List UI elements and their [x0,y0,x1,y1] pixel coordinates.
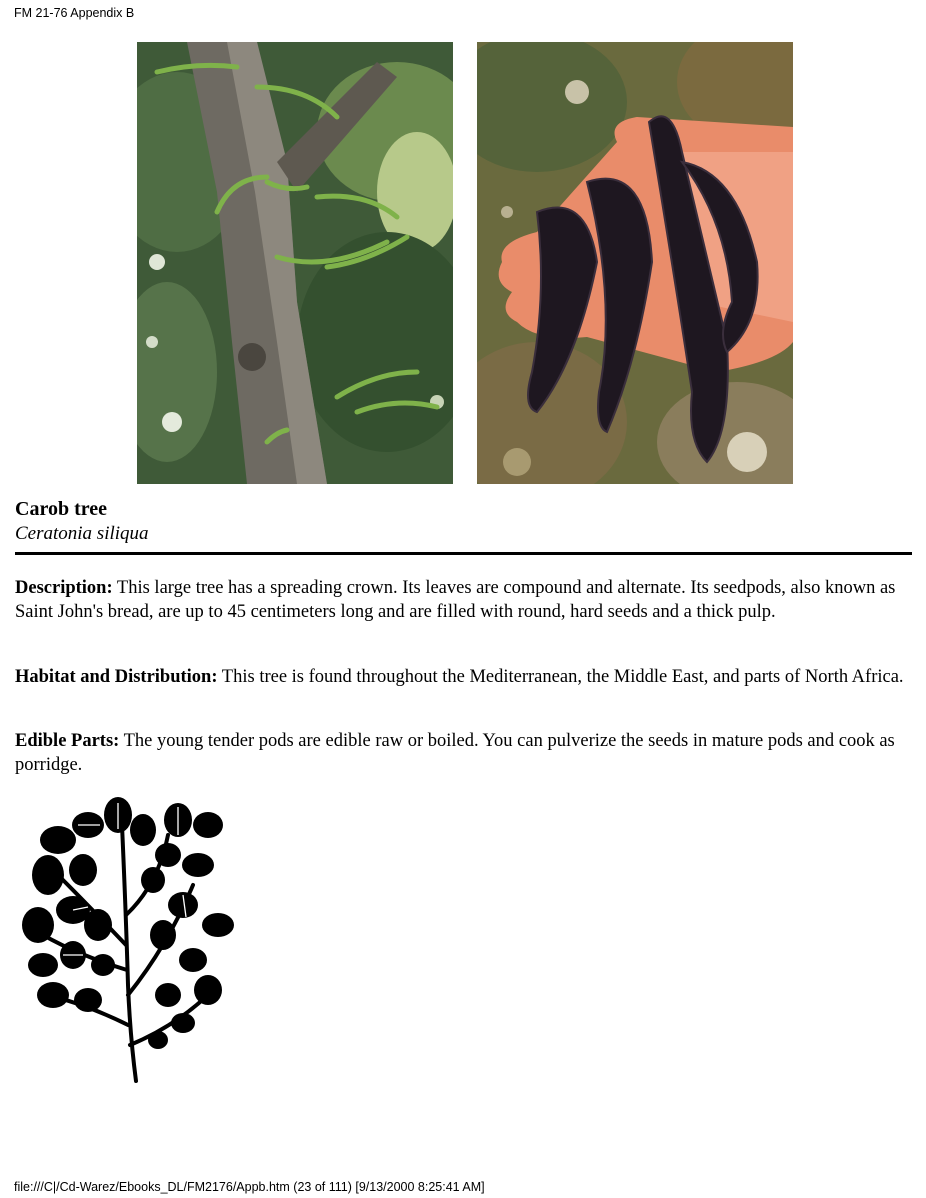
section-divider [15,552,912,555]
edible-parts-paragraph [15,729,910,777]
carob-tree-photo [137,42,453,484]
description-paragraph [15,576,910,624]
plant-scientific-name: Ceratonia siliqua [15,523,149,544]
edible-parts-label: Edible Parts: [15,731,120,751]
description-label: Description: [15,578,113,598]
description-text: This large tree has a spreading crown. Its leaves are compound and alternate. Its seedpods, also known as Saint John's bread, are up to 45 centimeters long and are filled with round, hard seeds and a thick pulp. [15,578,896,622]
plant-common-name: Carob tree [15,498,108,520]
habitat-label: Habitat and Distribution: [15,667,218,687]
running-header: FM 21-76 Appendix B [14,6,135,20]
habitat-paragraph [15,665,910,689]
carob-branch-illustration [18,795,242,1085]
edible-parts-text: The young tender pods are edible raw or boiled. You can pulverize the seeds in mature pods and cook as porridge. [15,731,895,775]
carob-pods-photo [477,42,793,484]
page-footer-path: file:///C|/Cd-Warez/Ebooks_DL/FM2176/Appb.htm (23 of 111) [9/13/2000 8:25:41 AM] [14,1180,485,1194]
habitat-text: This tree is found throughout the Mediterranean, the Middle East, and parts of North Africa. [217,667,904,687]
